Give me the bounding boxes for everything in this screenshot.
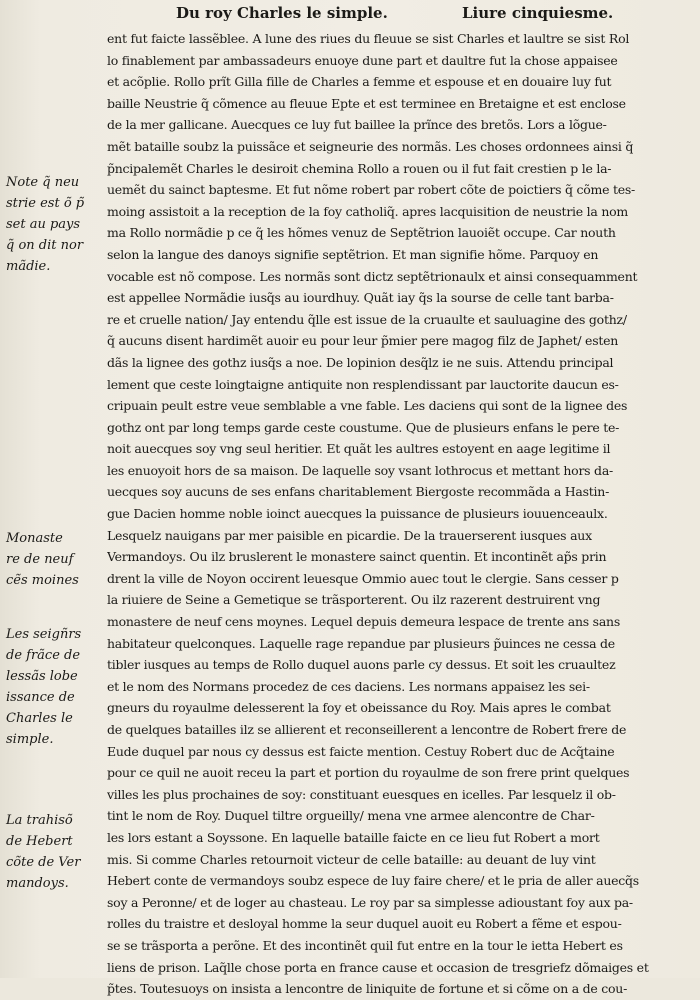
body-text <box>107 28 693 1000</box>
text-line: p̃tes. Toutesuoys on insista a lencontre de liniquite de fortune et si cõme on a de cou- <box>107 981 628 997</box>
margin-note-line: strie est õ p̃ <box>6 196 85 211</box>
text-line: monastere de neuf cens moynes. Lequel depuis demeura lespace de trente ans sans <box>107 614 621 630</box>
text-line: noit auecques soy vng seul heritier. Et quãt les aultres estoyent en aage legitime il <box>107 441 611 457</box>
margin-note-line: Monaste <box>6 531 63 546</box>
running-head-book: Liure cinquiesme. <box>462 4 614 22</box>
text-line: uecques soy aucuns de ses enfans charitablement Biergoste recommãda a Hastin- <box>107 484 610 500</box>
text-line: villes les plus prochaines de soy: constituant euesques en icelles. Par lesquelz il ob- <box>107 786 616 802</box>
running-head <box>0 2 700 24</box>
margin-note-line: issance de <box>6 690 75 705</box>
text-line: liens de prison. Laq̃lle chose porta en france cause et occasion de tresgriefz dõmaiges et <box>107 959 649 975</box>
text-line: moing assistoit a la reception de la foy catholiq̃. apres lacquisition de neustrie la nom <box>107 203 629 219</box>
text-line: la riuiere de Seine a Gemetique se trãsporterent. Ou ilz razerent destruirent vng <box>107 592 601 608</box>
text-line: les lors estant a Soyssone. En laquelle bataille faicte en ce lieu fut Robert a mort <box>107 829 600 845</box>
text-line: pour ce quil ne auoit receu la part et portion du royaulme de son frere print quelques <box>107 765 630 781</box>
text-line: ent fut faicte lassẽblee. A lune des riues du fleuue se sist Charles et laultre se sist Rol <box>107 31 630 46</box>
text-line: est appellee Normãdie iusq̃s au iourdhuy. Quãt iay q̃s la sourse de celle tant barba- <box>107 290 614 306</box>
text-line: p̃ncipalemẽt Charles le desiroit chemina Rollo a rouen ou il fut fait crestien p le la- <box>107 160 612 176</box>
running-head-title: Du roy Charles le simple. <box>176 4 388 22</box>
margin-note-line: mãdie. <box>6 259 51 274</box>
text-line: Hebert conte de vermandoys soubz espece de luy faire chere/ et le pria de aller auecq̃s <box>107 873 639 889</box>
text-line: tibler iusques au temps de Rollo duquel auons parle cy dessus. Et soit les cruaultez <box>107 657 616 673</box>
margin-note-trahison <box>6 810 98 894</box>
margin-note-line: lessãs lobe <box>6 669 78 684</box>
margin-note-line: de frãce de <box>6 648 81 663</box>
text-line: et le nom des Normans procedez de ces daciens. Les normans appaisez les sei- <box>107 678 590 694</box>
text-line: drent la ville de Noyon occirent leuesque Ommio auec tout le clergie. Sans cesser p <box>107 570 619 586</box>
text-line: Vermandoys. Ou ilz bruslerent le monastere sainct quentin. Et incontinẽt ap̃s prin <box>107 549 607 565</box>
text-line: gneurs du royaulme delesserent la foy et obeissance du Roy. Mais apres le combat <box>107 700 611 716</box>
text-line: Eude duquel par nous cy dessus est faicte mention. Cestuy Robert duc de Acq̃taine <box>107 743 615 759</box>
text-line: soy a Peronne/ et de loger au chasteau. Le roy par sa simplesse adioustant foy aux pa- <box>107 894 633 910</box>
text-line: selon la langue des danoys signifie septẽtrion. Et man signifie hõme. Parquoy en <box>107 246 599 262</box>
text-line: et acõplie. Rollo prĩt Gilla fille de Charles a femme et espouse et en douaire luy fut <box>107 74 612 90</box>
text-line: vocable est nõ compose. Les normãs sont dictz septẽtrionaulx et ainsi consequamment <box>107 268 638 284</box>
margin-note-line: cõte de Ver <box>6 855 81 870</box>
text-line: dãs la lignee des gothz iusq̃s a noe. De lopinion desq̃lz ie ne suis. Attendu principal <box>107 354 614 370</box>
margin-note-line: La trahisõ <box>6 813 73 828</box>
margin-note-line: simple. <box>6 732 54 747</box>
text-line: baille Neustrie q̃ cõmence au fleuue Epte et est terminee en Bretaigne et est enclose <box>107 95 626 111</box>
text-line: gothz ont par long temps garde ceste coustume. Que de plusieurs enfans le pere te- <box>107 419 620 435</box>
margin-note-line: Charles le <box>6 711 73 726</box>
text-line: uemẽt du sainct baptesme. Et fut nõme robert par robert cõte de poictiers q̃ cõme tes- <box>107 182 635 198</box>
margin-notes <box>6 0 98 978</box>
margin-note-line: Les seigñrs <box>6 627 82 642</box>
margin-note-line: mandoys. <box>6 876 69 891</box>
margin-note-monastere <box>6 528 98 591</box>
margin-note-line: de Hebert <box>6 834 73 849</box>
text-line: ma Rollo normãdie p ce q̃ les hõmes venuz de Septẽtrion lauoiẽt occupe. Car nouth <box>107 225 616 241</box>
text-line: de quelques batailles ilz se allierent et reconseillerent a lencontre de Robert frere de <box>107 722 627 737</box>
margin-note-normandie <box>6 172 98 277</box>
text-line: q̃ aucuns disent hardimẽt auoir eu pour leur p̃mier pere magog filz de Japhet/ esten <box>107 333 619 349</box>
margin-note-seigneurs <box>6 624 98 750</box>
margin-note-line: Note q̃ neu <box>6 175 80 190</box>
text-line: Lesquelz nauigans par mer paisible en picardie. De la trauerserent iusques aux <box>107 527 592 543</box>
text-line: rolles du traistre et desloyal homme la seur duquel auoit eu Robert a fẽme et espou- <box>107 916 622 932</box>
text-line: lement que ceste loingtaigne antiquite non resplendissant par lauctorite daucun es- <box>107 376 619 392</box>
text-line: gue Dacien homme noble ioinct auecques la puissance de plusieurs iouuenceaulx. <box>107 506 608 522</box>
margin-note-line: re de neuf <box>6 552 74 567</box>
text-line: de la mer gallicane. Auecques ce luy fut baillee la prĩnce des bretõs. Lors a lõgue- <box>107 117 607 133</box>
text-line: les enuoyoit hors de sa maison. De laquelle soy vsant lothrocus et mettant hors da- <box>107 462 613 478</box>
margin-note-line: set au pays <box>6 217 81 232</box>
text-line: tint le nom de Roy. Duquel tiltre orgueilly/ mena vne armee alencontre de Char- <box>107 808 595 824</box>
text-line: lo finablement par ambassadeurs enuoye dune part et daultre fut la chose appaisee <box>107 52 618 68</box>
text-line: re et cruelle nation/ Jay entendu q̃lle est issue de la cruaulte et sauluagine des gothz/ <box>107 311 627 327</box>
margin-note-line: q̃ on dit nor <box>6 238 84 253</box>
text-line: mẽt bataille soubz la puissãce et seigneurie des normãs. Les choses ordonnees ainsi q̃ <box>107 138 634 154</box>
text-line: cripuain peult estre veue semblable a vne fable. Les daciens qui sont de la lignee des <box>107 398 628 414</box>
text-line: mis. Si comme Charles retournoit victeur de celle bataille: au deuant de luy vint <box>107 851 596 867</box>
text-line: habitateur quelconques. Laquelle rage repandue par plusieurs p̃uinces ne cessa de <box>107 635 615 651</box>
margin-note-line: cẽs moines <box>6 573 79 588</box>
text-line: se se trãsporta a perõne. Et des incontinẽt quil fut entre en la tour le ietta Hebert es <box>107 937 623 953</box>
